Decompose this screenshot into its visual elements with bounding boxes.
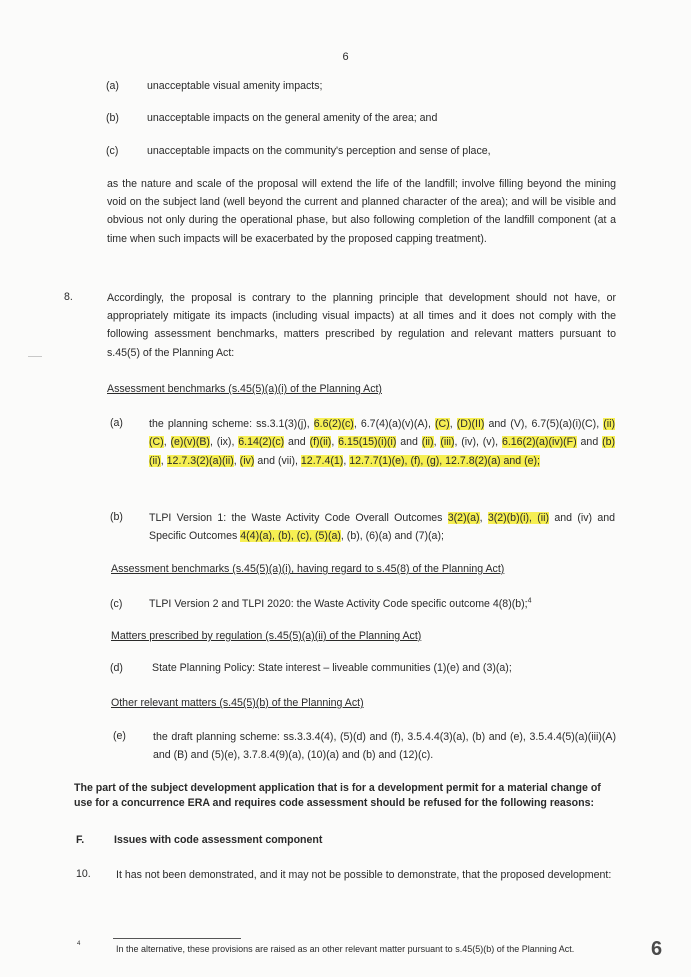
heading-other-relevant-matters: Other relevant matters (s.45(5)(b) of the Planning Act) <box>111 697 364 709</box>
item-a-text-run: and (V), 6.7(5)(a)(i)(C), <box>484 418 604 430</box>
item-a-highlighted-ref: 6.6(2)(c) <box>313 418 354 430</box>
item-a-text-run: and <box>576 436 603 449</box>
item-a-highlighted-ref: (ii)(C) <box>149 418 615 449</box>
item-d-text: State Planning Policy: State interest – liveable communities (1)(e) and (3)(a); <box>152 662 512 674</box>
item-e-label: (e) <box>113 730 126 742</box>
item-a-highlighted-ref: 12.7.7(1)(e), (f), (g), 12.7.8(2)(a) and (e); <box>349 454 540 467</box>
item-a-text-run: , (iv), (v), <box>454 436 502 449</box>
item-d-label: (d) <box>110 662 123 674</box>
item-a-text-run: , 6.7(4)(a)(v)(A), <box>353 418 435 430</box>
para-8-number: 8. <box>64 291 73 303</box>
item-b-text-run: , (b), (6)(a) and (7)(a); <box>340 530 444 543</box>
impact-c-label: (c) <box>106 145 119 157</box>
heading-assessment-benchmarks: Assessment benchmarks (s.45(5)(a)(i) of the Planning Act) <box>107 383 382 395</box>
footnote-mark: 4 <box>77 941 81 947</box>
footnote-separator <box>113 938 241 939</box>
item-a-text-run: and <box>396 436 422 449</box>
section-f-label: F. <box>76 834 85 846</box>
bold-paragraph: The part of the subject development application that is for a development permit for a material change of use for a concurrence ERA and requires code assessment should be refused for the following reasons: <box>74 782 601 810</box>
item-a-text-run: , <box>433 436 441 449</box>
item-a-highlighted-ref: (f)(ii) <box>309 436 332 449</box>
impact-b-text: unacceptable impacts on the general amenity of the area; and <box>147 112 438 124</box>
para-10-text: It has not been demonstrated, and it may not be possible to demonstrate, that the proposed development: <box>116 869 612 881</box>
impact-b-label: (b) <box>106 112 119 124</box>
item-a-text-run: , <box>331 436 339 449</box>
item-a-highlighted-ref: (iii) <box>440 436 455 449</box>
item-a-highlighted-ref: (ii) <box>421 436 434 449</box>
item-e-text: the draft planning scheme: ss.3.3.4(4), (5)(d) and (f), 3.5.4.4(3)(a), (b) and (e), 3.5.4.4(5)(a)(iii)(A) and (B) and (5)(e), 3.7.8.4(9)(a), (10)(a) and (b) and (12)(c). <box>153 731 616 762</box>
para-8-text: Accordingly, the proposal is contrary to the planning principle that development should not have, or appropriately mitigate its impacts (including visual impacts) at all times and it does not comply with the following assessment benchmarks, matters prescribed by regulation and relevant matters pursuant to s.45(5) of the Planning Act: <box>107 292 616 359</box>
item-b-text-run: and (iv) and Specific Outcomes <box>149 512 615 543</box>
item-c-text <box>149 596 532 612</box>
item-a-highlighted-ref: (b)(ii) <box>149 436 616 467</box>
item-a-highlighted-ref: (e)(v)(B) <box>170 436 210 449</box>
page-number: 6 <box>342 51 349 63</box>
impact-a-label: (a) <box>106 80 119 92</box>
item-c-label: (c) <box>110 598 123 610</box>
item-a-text-run: , <box>163 436 171 449</box>
item-a-highlighted-ref: 6.16(2)(a)(iv)(F) <box>501 436 577 449</box>
item-a-text-run: , (ix), <box>209 436 239 449</box>
item-b-text-run: TLPI Version 1: the Waste Activity Code Overall Outcomes <box>149 512 448 524</box>
item-a-text-run: , <box>449 418 457 430</box>
impact-a-text: unacceptable visual amenity impacts; <box>147 80 323 92</box>
continuation-paragraph: as the nature and scale of the proposal will extend the life of the landfill; involve filling beyond the mining void on the subject land (well beyond the current and planned character of the area); and will be visible and obvious not only during the operational phase, but also following completion of the landfill component (at a time when such impacts will be exacerbated by the proposed capping treatment). <box>107 178 616 245</box>
heading-assessment-benchmarks-s45-8: Assessment benchmarks (s.45(5)(a)(i), having regard to s.45(8) of the Planning Act) <box>111 563 505 575</box>
item-a-text-run: , <box>233 454 240 467</box>
item-b-highlighted-ref: 3(2)(a) <box>447 512 480 524</box>
item-b-label: (b) <box>110 511 123 523</box>
scan-artifact <box>28 356 42 357</box>
footnote-ref: 4 <box>527 597 532 605</box>
para-10-number: 10. <box>76 868 91 880</box>
item-a-text-run: , <box>160 454 167 467</box>
corner-page-number: 6 <box>651 938 663 960</box>
item-a-highlighted-ref: 6.15(15)(i)(i) <box>338 436 397 449</box>
item-b-highlighted-ref: 3(2)(b)(i), (ii) <box>487 512 550 524</box>
item-a-text-run: , <box>343 454 350 467</box>
item-a-text <box>149 415 615 470</box>
item-b-highlighted-ref: 4(4)(a), (b), (c), (5)(a) <box>240 530 341 543</box>
item-a-text-run: and (vii), <box>254 454 301 467</box>
item-a-highlighted-ref: 12.7.3(2)(a)(ii) <box>166 454 234 467</box>
footnote-text: In the alternative, these provisions are raised as an other relevant matter pursuant to s.45(5)(b) of the Planning Act. <box>116 944 575 954</box>
item-a-highlighted-ref: (C) <box>435 418 450 430</box>
item-a-label: (a) <box>110 417 123 429</box>
item-a-highlighted-ref: (iv) <box>239 454 255 467</box>
item-b-text-run: , <box>479 512 488 524</box>
section-f-title: Issues with code assessment component <box>114 834 323 846</box>
item-a-highlighted-ref: 12.7.4(1) <box>300 454 344 467</box>
item-a-text-run: and <box>284 436 310 449</box>
item-a-text-run: the planning scheme: ss.3.1(3)(j), <box>149 418 314 430</box>
item-a-highlighted-ref: 6.14(2)(c) <box>238 436 285 449</box>
heading-matters-prescribed: Matters prescribed by regulation (s.45(5)(a)(ii) of the Planning Act) <box>111 630 422 642</box>
item-a-highlighted-ref: (D)(II) <box>456 418 485 430</box>
item-c-body: TLPI Version 2 and TLPI 2020: the Waste Activity Code specific outcome 4(8)(b); <box>149 598 528 610</box>
item-b-text <box>149 509 615 546</box>
impact-c-text: unacceptable impacts on the community's perception and sense of place, <box>147 145 491 157</box>
